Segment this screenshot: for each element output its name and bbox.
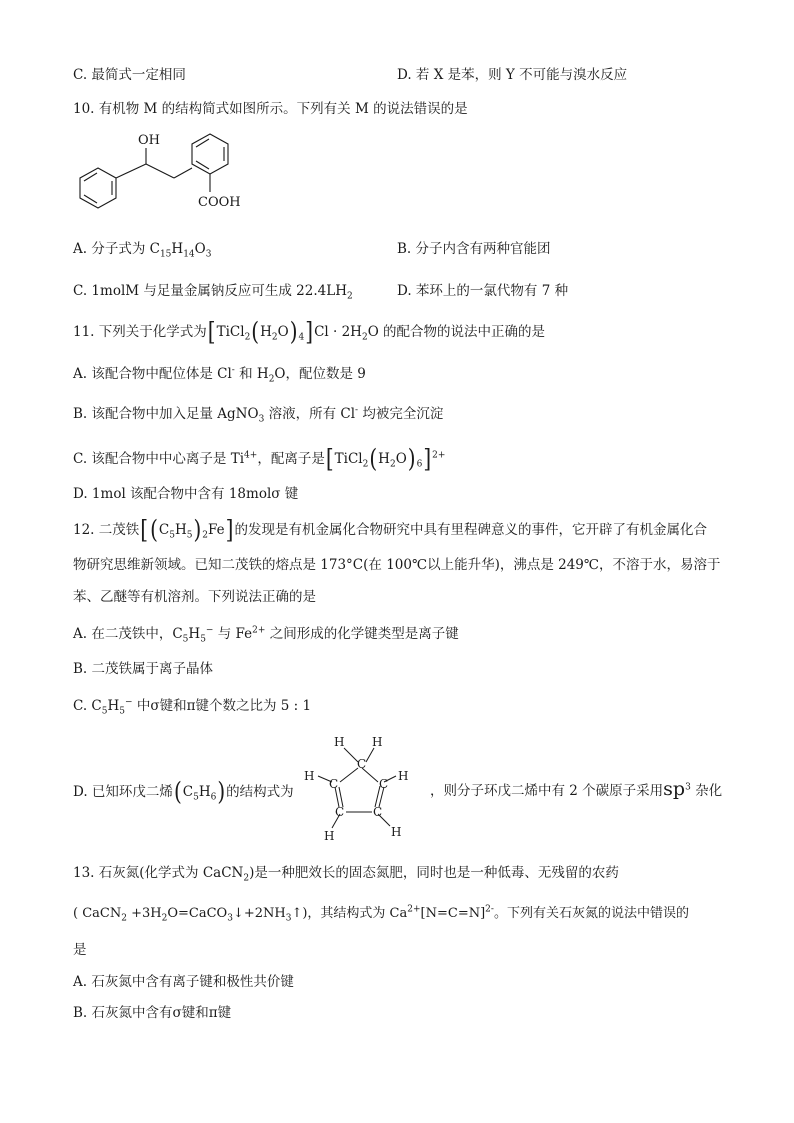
q10-option-d: D. 苯环上的一氯代物有 7 种 [397, 283, 569, 299]
q12-stem-line1: 12. 二茂铁[ $(C_5H_5)_2Fe$]的发现是有机金属化合物研究中具有里程碑意义的事件，它开辟了有机金属化合 [73, 514, 707, 544]
c-atom: C [335, 805, 345, 819]
q12-option-d-lead: D. 已知环戊二烯$(C_5H_6)$的结构式为 [73, 776, 294, 806]
q13-stem-line3: 是 [73, 942, 87, 958]
q12-option-b: B. 二茂铁属于离子晶体 [73, 661, 214, 677]
h-atom: H [304, 769, 315, 783]
h-atom: H [398, 769, 409, 783]
q13-option-b: B. 石灰氮中含有σ键和π键 [73, 1005, 232, 1021]
h-atom: H [324, 829, 335, 843]
q11-option-a: A. 该配合物中配位体是 Cl- 和 $H_2O$，配位数是 9 [73, 365, 366, 385]
q12-option-a: A. 在二茂铁中，$C_5H_5^-$ 与 $Fe^{2+}$ 之间形成的化学键类型是离子键 [73, 625, 459, 645]
q10-structure-diagram [70, 126, 260, 218]
h-atom: H [334, 735, 345, 749]
q11-option-d: D. 1mol 该配合物中含有 18molσ 键 [73, 486, 299, 502]
q12-stem-line3: 苯、乙醚等有机溶剂。下列说法正确的是 [73, 589, 316, 605]
q10-option-a: A. 分子式为 $C_{15}H_{14}O_3$ [73, 241, 212, 260]
c-atom: C [329, 777, 339, 791]
q11-stem: 11. 下列关于化学式为$[TiCl_2(H_2O)_4]Cl \cdot 2H_2O$ 的配合物的说法中正确的是 [73, 316, 546, 346]
q10-oh-label: OH [138, 133, 160, 148]
c-atom: C [379, 777, 389, 791]
cyclopentadiene-structure [296, 734, 422, 844]
q10-cooh-label: COOH [198, 195, 241, 210]
q10-stem: 10. 有机物 M 的结构简式如图所示。下列有关 M 的说法错误的是 [73, 101, 468, 117]
h-atom: H [372, 735, 383, 749]
q12-option-d-tail: ，则分子环戊二烯中有 2 个碳原子采用$sp^3$ 杂化 [430, 778, 723, 800]
q13-stem-line2: ( CaCN$_2$ $+3H_2O=CaCO_3↓+2NH_3↑$)，其结构式为 $Ca^{2+}[N=C=N]^{2-}$。下列有关石灰氮的说法中错误的 [73, 904, 689, 924]
q13-stem-line1: 13. 石灰氮(化学式为 CaCN$_2$)是一种肥效长的固态氮肥，同时也是一种低毒、无残留的农药 [73, 865, 619, 884]
q9-option-c: C. 最简式一定相同 [73, 67, 186, 83]
q13-option-a: A. 石灰氮中含有离子键和极性共价键 [73, 974, 294, 990]
q11-option-c: C. 该配合物中中心离子是 $Ti^{4+}$，配离子是$[TiCl_2(H_2O)_6]^{2+}$ [73, 443, 446, 473]
q12-stem-line2: 物研究思维新领域。已知二茂铁的熔点是 173°C(在 100℃以上能升华)，沸点是 249℃，不溶于水，易溶于 [73, 557, 721, 573]
c-atom: C [357, 757, 367, 771]
q12-option-c: C. $C_5H_5^-$ 中σ键和π键个数之比为 5 : 1 [73, 697, 312, 717]
c-atom: C [373, 805, 383, 819]
q10-option-c: C. 1molM 与足量金属钠反应可生成 $22.4LH_2$ [73, 283, 353, 302]
q10-option-b: B. 分子内含有两种官能团 [397, 241, 551, 257]
h-atom: H [391, 825, 402, 839]
q11-option-b: B. 该配合物中加入足量 AgNO$_3$ 溶液，所有 Cl- 均被完全沉淀 [73, 405, 444, 425]
q9-option-d: D. 若 X 是苯，则 Y 不可能与溴水反应 [397, 67, 628, 83]
